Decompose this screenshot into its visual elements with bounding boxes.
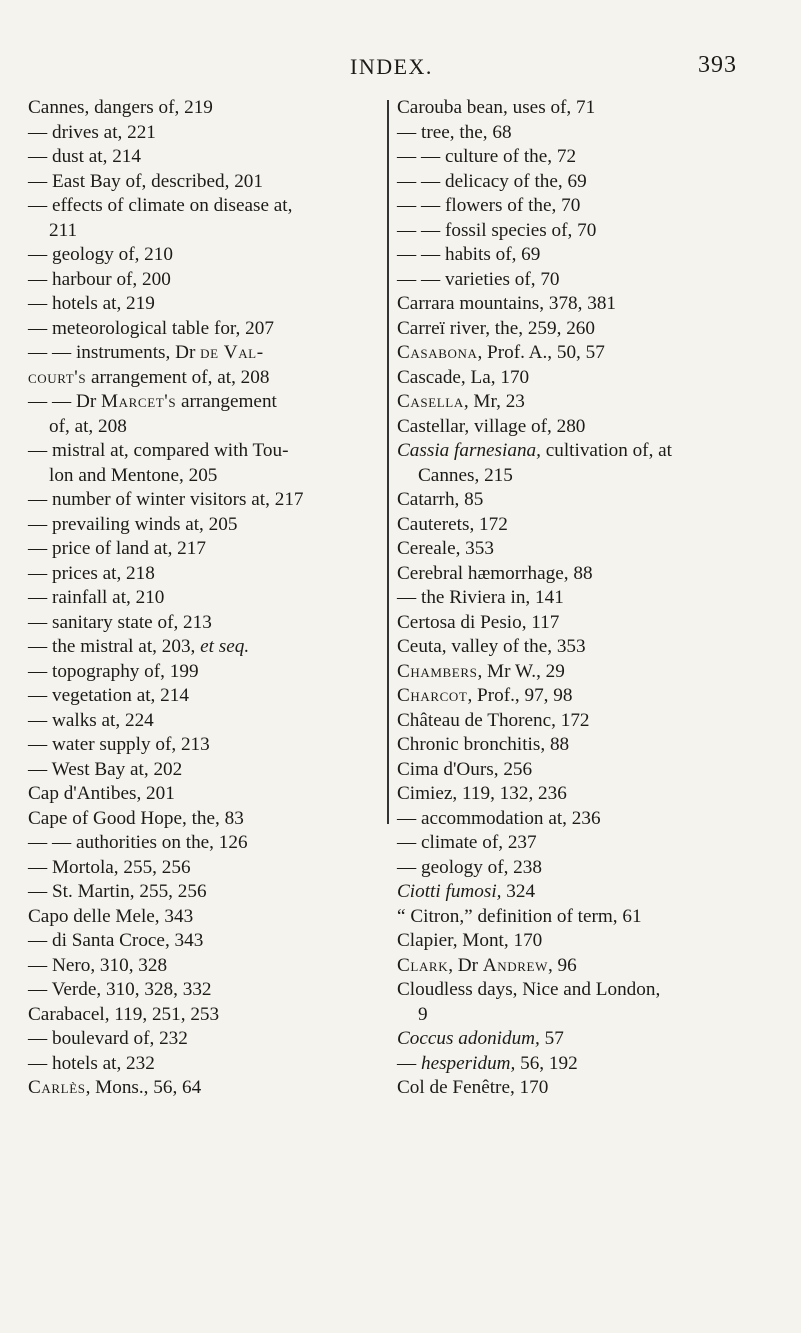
index-entry xyxy=(397,1052,777,1077)
index-entry-text: — Verde, 310, 328, 332 xyxy=(28,979,212,1000)
index-entry-tail: , Mons., 56, 64 xyxy=(85,1077,202,1098)
index-entry xyxy=(28,611,378,636)
index-entry-text: — effects of climate on disease at, xyxy=(28,195,293,216)
index-entry xyxy=(28,709,378,734)
index-entry xyxy=(397,586,777,611)
index-entry-it: et seq. xyxy=(200,636,250,657)
index-entry-text: Castellar, village of, 280 xyxy=(397,415,586,437)
index-entry-text: — climate of, 237 xyxy=(397,832,537,853)
index-entry-sc2: Andrew xyxy=(482,954,548,976)
index-entry xyxy=(397,390,777,415)
index-entry xyxy=(397,219,777,244)
index-entry xyxy=(28,145,378,170)
index-entry-text: — West Bay at, 202 xyxy=(28,758,183,780)
index-entry-text: — rainfall at, 210 xyxy=(28,587,165,608)
index-entry-text: Cimiez, 119, 132, 236 xyxy=(397,783,567,804)
index-entry-text: — hotels at, 232 xyxy=(28,1052,155,1074)
index-entry-sc: Carlès xyxy=(28,1077,86,1098)
index-entry-text: Catarrh, 85 xyxy=(397,489,484,510)
index-entry xyxy=(28,219,378,244)
index-entry-text: — — instruments, Dr xyxy=(28,342,201,363)
index-entry xyxy=(397,954,777,979)
index-entry xyxy=(397,464,777,489)
index-entry-text: 9 xyxy=(418,1003,428,1025)
index-entry-text: Cima d'Ours, 256 xyxy=(397,758,533,780)
index-entry-text: — — flowers of the, 70 xyxy=(397,195,581,216)
index-entry xyxy=(28,1027,378,1052)
page-header xyxy=(0,44,801,84)
index-entry xyxy=(28,684,378,709)
index-entry xyxy=(28,905,378,930)
index-entry-sc: court's xyxy=(28,366,87,388)
index-entry xyxy=(397,1003,777,1028)
index-entry xyxy=(28,1003,378,1028)
index-column-right xyxy=(397,96,777,1101)
index-entry-text: — walks at, 224 xyxy=(28,709,154,731)
index-entry-text: lon and Mentone, 205 xyxy=(49,464,218,486)
index-entry xyxy=(28,488,378,513)
index-entry xyxy=(28,929,378,954)
index-entry-text: — Mortola, 255, 256 xyxy=(28,856,191,878)
running-head: INDEX. xyxy=(350,54,433,79)
index-entry-text: — the Riviera in, 141 xyxy=(397,587,564,608)
index-entry xyxy=(397,562,777,587)
index-entry xyxy=(28,439,378,464)
index-column-left xyxy=(28,96,378,1101)
index-entry-text: — — Dr xyxy=(28,391,102,412)
index-entry xyxy=(397,684,777,709)
index-entry xyxy=(397,978,777,1003)
index-entry xyxy=(397,660,777,685)
index-entry xyxy=(397,145,777,170)
index-entry-text: Cape of Good Hope, the, 83 xyxy=(28,807,244,829)
index-entry-text: — — habits of, 69 xyxy=(397,244,541,265)
index-entry-it: Ciotti fumosi, xyxy=(397,881,502,902)
index-entry-text: Ceuta, valley of the, 353 xyxy=(397,636,586,657)
index-entry xyxy=(28,96,378,121)
index-entry xyxy=(397,341,777,366)
index-entry-text: Cauterets, 172 xyxy=(397,513,508,535)
index-entry-text: Cannes, dangers of, 219 xyxy=(28,97,213,118)
index-entry-text: — boulevard of, 232 xyxy=(28,1028,188,1049)
index-entry-sc: Charcot xyxy=(397,685,468,706)
index-entry xyxy=(397,733,777,758)
page-number: 393 xyxy=(698,52,737,78)
index-entry-text: Certosa di Pesio, 117 xyxy=(397,611,560,633)
index-entry xyxy=(28,807,378,832)
index-entry-text: — — delicacy of the, 69 xyxy=(397,170,587,192)
index-entry-text: of, at, 208 xyxy=(49,415,127,437)
index-entry xyxy=(397,807,777,832)
index-entry xyxy=(28,317,378,342)
index-entry xyxy=(28,121,378,146)
index-entry-text: Cannes, 215 xyxy=(418,464,513,486)
index-entry xyxy=(28,292,378,317)
index-entry xyxy=(397,170,777,195)
index-entry-sc: Casabona xyxy=(397,342,478,363)
index-entry xyxy=(397,268,777,293)
index-entry-text: Chronic bronchitis, 88 xyxy=(397,734,570,755)
index-entry-text: Cloudless days, Nice and London, xyxy=(397,979,661,1000)
index-entry-text: Clapier, Mont, 170 xyxy=(397,930,543,951)
index-entry-sc: Chambers xyxy=(397,660,478,682)
index-entry xyxy=(28,366,378,391)
index-entry xyxy=(28,341,378,366)
index-entry-it: Cassia farnesiana, xyxy=(397,440,541,461)
index-entry xyxy=(397,1076,777,1101)
index-entry xyxy=(397,317,777,342)
index-entry-text: — the mistral at, 203, xyxy=(28,636,201,657)
index-entry xyxy=(28,464,378,489)
index-entry-tail: , Mr, 23 xyxy=(463,391,525,412)
index-entry xyxy=(397,831,777,856)
index-entry xyxy=(397,243,777,268)
index-entry xyxy=(28,390,378,415)
index-entry xyxy=(28,733,378,758)
index-entry-sc: de Val- xyxy=(200,342,264,363)
index-entry-sc: Marcet's xyxy=(101,391,177,412)
index-entry-text: Carabacel, 119, 251, 253 xyxy=(28,1003,220,1025)
index-entry-tail: , Prof., 97, 98 xyxy=(467,685,573,706)
index-entry xyxy=(397,537,777,562)
index-entry-text: — — varieties of, 70 xyxy=(397,268,560,290)
index-entry xyxy=(28,537,378,562)
index-entry-text: — — culture of the, 72 xyxy=(397,146,577,167)
index-entry xyxy=(397,292,777,317)
index-entry xyxy=(397,856,777,881)
index-entry xyxy=(28,562,378,587)
index-entry xyxy=(28,954,378,979)
index-entry xyxy=(28,660,378,685)
index-entry-text: Cascade, La, 170 xyxy=(397,366,530,388)
index-entry xyxy=(28,243,378,268)
index-entry-tail: cultivation of, at xyxy=(540,440,673,461)
index-entry xyxy=(28,758,378,783)
index-entry-text: Capo delle Mele, 343 xyxy=(28,905,194,927)
index-entry-text: “ Citron,” definition of term, 61 xyxy=(397,905,642,927)
index-entry-text: Cap d'Antibes, 201 xyxy=(28,783,175,804)
index-entry-text: — meteorological table for, 207 xyxy=(28,317,274,339)
index-entry-text: Cerebral hæmorrhage, 88 xyxy=(397,562,593,584)
index-entry xyxy=(397,488,777,513)
index-entry xyxy=(397,121,777,146)
index-entry-text: — xyxy=(397,1052,421,1074)
index-entry-text: — topography of, 199 xyxy=(28,660,199,682)
index-entry-tail2: , 96 xyxy=(547,954,577,976)
index-entry xyxy=(397,1027,777,1052)
index-entry-text: — hotels at, 219 xyxy=(28,293,155,314)
index-entry xyxy=(28,415,378,440)
index-entry-text: Carrara mountains, 378, 381 xyxy=(397,293,617,314)
index-entry xyxy=(397,905,777,930)
index-entry xyxy=(28,1076,378,1101)
index-entry xyxy=(28,170,378,195)
index-entry-text: — price of land at, 217 xyxy=(28,538,206,559)
index-entry xyxy=(397,709,777,734)
index-entry-text: — mistral at, compared with Tou- xyxy=(28,440,289,461)
index-entry-tail: arrangement of, at, 208 xyxy=(86,366,270,388)
index-entry-it: hesperidum, xyxy=(420,1052,516,1074)
index-entry xyxy=(28,194,378,219)
index-entry-text: — drives at, 221 xyxy=(28,121,156,143)
index-entry xyxy=(28,268,378,293)
index-entry xyxy=(28,586,378,611)
index-entry-text: — — fossil species of, 70 xyxy=(397,219,597,241)
index-entry-text: Carouba bean, uses of, 71 xyxy=(397,97,596,118)
index-entry-text: — dust at, 214 xyxy=(28,146,141,167)
index-entry-text: — prevailing winds at, 205 xyxy=(28,513,238,535)
index-entry-tail: , Prof. A., 50, 57 xyxy=(477,342,605,363)
index-entry-text: — St. Martin, 255, 256 xyxy=(28,881,207,902)
index-entry xyxy=(28,782,378,807)
index-entry-text: Carreï river, the, 259, 260 xyxy=(397,317,595,339)
index-entry xyxy=(397,880,777,905)
index-entry-it: Coccus adonidum, xyxy=(397,1028,540,1049)
index-entry-sc: Clark xyxy=(397,954,449,976)
index-entry-text: Col de Fenêtre, 170 xyxy=(397,1077,549,1098)
index-entry xyxy=(397,439,777,464)
index-entry-text: — Nero, 310, 328 xyxy=(28,954,168,976)
index-entry-sc: Casella xyxy=(397,391,464,412)
index-entry xyxy=(28,635,378,660)
index-entry xyxy=(397,929,777,954)
index-entry-text: — geology of, 210 xyxy=(28,244,173,265)
index-entry xyxy=(28,978,378,1003)
index-entry-text: — di Santa Croce, 343 xyxy=(28,930,204,951)
index-entry xyxy=(397,366,777,391)
index-entry-text: — geology of, 238 xyxy=(397,856,542,878)
index-entry xyxy=(397,513,777,538)
index-entry-text: Château de Thorenc, 172 xyxy=(397,709,590,731)
index-entry xyxy=(28,1052,378,1077)
index-entry-text: 211 xyxy=(49,219,78,241)
index-entry xyxy=(28,880,378,905)
index-entry-tail: 56, 192 xyxy=(515,1052,578,1074)
index-entry-text: — tree, the, 68 xyxy=(397,121,512,143)
index-entry xyxy=(397,611,777,636)
index-entry-text: — — authorities on the, 126 xyxy=(28,832,248,853)
index-entry-tail: , Mr W., 29 xyxy=(477,660,565,682)
index-entry-text: — water supply of, 213 xyxy=(28,734,210,755)
index-entry-text: — prices at, 218 xyxy=(28,562,155,584)
index-entry-text: — harbour of, 200 xyxy=(28,268,171,290)
index-entry-tail: 324 xyxy=(501,881,536,902)
index-entry xyxy=(397,635,777,660)
index-entry-text: — vegetation at, 214 xyxy=(28,685,189,706)
index-entry xyxy=(28,513,378,538)
index-entry-text: — East Bay of, described, 201 xyxy=(28,170,263,192)
index-entry xyxy=(397,782,777,807)
index-entry xyxy=(28,831,378,856)
index-entry-tail: , Dr xyxy=(448,954,483,976)
index-entry-text: — accommodation at, 236 xyxy=(397,807,601,829)
index-entry xyxy=(397,96,777,121)
index-entry-text: Cereale, 353 xyxy=(397,538,494,559)
index-entry xyxy=(397,194,777,219)
index-entry xyxy=(397,758,777,783)
index-entry xyxy=(28,856,378,881)
index-entry xyxy=(397,415,777,440)
index-entry-tail: arrangement xyxy=(176,391,277,412)
index-entry-text: — sanitary state of, 213 xyxy=(28,611,212,633)
index-entry-tail: 57 xyxy=(539,1028,564,1049)
index-entry-text: — number of winter visitors at, 217 xyxy=(28,489,304,510)
